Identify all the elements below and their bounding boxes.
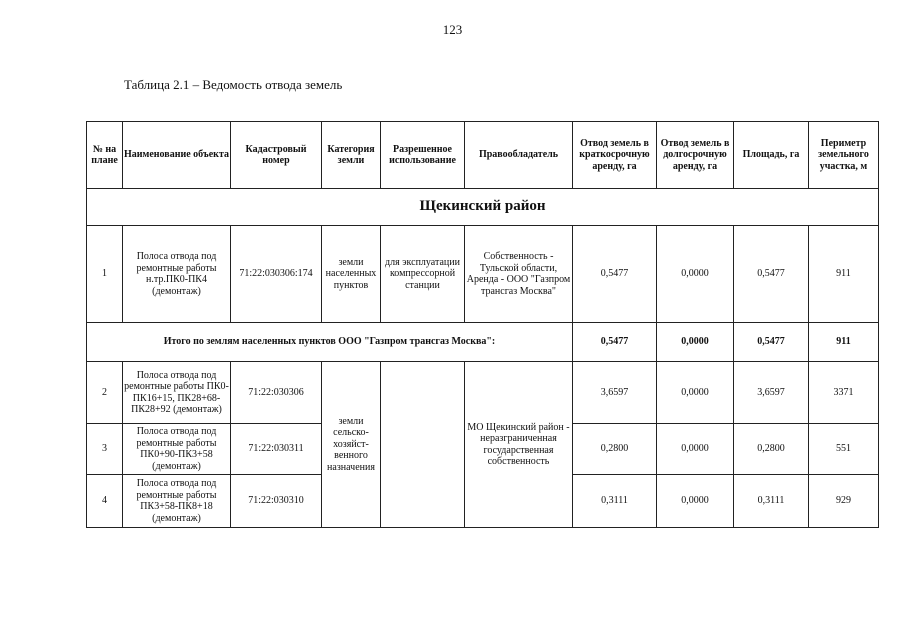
cadastral-number: 71:22:030306 xyxy=(231,362,322,424)
total-row xyxy=(87,323,879,362)
row-number: 3 xyxy=(87,424,123,475)
short-lease-value: 0,2800 xyxy=(573,424,657,475)
total-label: Итого по землям населенных пунктов ООО "Газпром трансгаз Москва": xyxy=(87,323,573,362)
land-category: земли сельско-хозяйст-венного назначения xyxy=(322,362,381,528)
cadastral-number: 71:22:030311 xyxy=(231,424,322,475)
col-header-short-lease: Отвод земель в краткосрочную аренду, га xyxy=(573,122,657,189)
col-header-long-lease: Отвод земель в долгосрочную аренду, га xyxy=(657,122,734,189)
total-short-lease: 0,5477 xyxy=(573,323,657,362)
perimeter-value: 3371 xyxy=(809,362,879,424)
long-lease-value: 0,0000 xyxy=(657,226,734,323)
permitted-use: для эксплуатации компрессорной станции xyxy=(381,226,465,323)
area-value: 0,3111 xyxy=(734,475,809,528)
row-number: 2 xyxy=(87,362,123,424)
cadastral-number: 71:22:030310 xyxy=(231,475,322,528)
col-header-permitted-use: Разрешенное использование xyxy=(381,122,465,189)
short-lease-value: 3,6597 xyxy=(573,362,657,424)
short-lease-value: 0,5477 xyxy=(573,226,657,323)
perimeter-value: 551 xyxy=(809,424,879,475)
area-value: 3,6597 xyxy=(734,362,809,424)
total-long-lease: 0,0000 xyxy=(657,323,734,362)
object-name: Полоса отвода под ремонтные работы н.тр.ПК0-ПК4 (демонтаж) xyxy=(123,226,231,323)
total-area: 0,5477 xyxy=(734,323,809,362)
district-row xyxy=(87,189,879,226)
table-row xyxy=(87,226,879,323)
short-lease-value: 0,3111 xyxy=(573,475,657,528)
perimeter-value: 929 xyxy=(809,475,879,528)
row-number: 4 xyxy=(87,475,123,528)
col-header-area: Площадь, га xyxy=(734,122,809,189)
cadastral-number: 71:22:030306:174 xyxy=(231,226,322,323)
object-name: Полоса отвода под ремонтные работы ПК0-ПК16+15, ПК28+68-ПК28+92 (демонтаж) xyxy=(123,362,231,424)
permitted-use xyxy=(381,362,465,528)
land-category: земли населенных пунктов xyxy=(322,226,381,323)
perimeter-value: 911 xyxy=(809,226,879,323)
table-header-row xyxy=(87,122,879,189)
object-name: Полоса отвода под ремонтные работы ПК3+58-ПК8+18 (демонтаж) xyxy=(123,475,231,528)
col-header-name: Наименование объекта xyxy=(123,122,231,189)
district-title: Щекинский район xyxy=(87,189,879,226)
owner: Собственность - Тульской области, Аренда - ООО "Газпром трансгаз Москва" xyxy=(465,226,573,323)
col-header-category: Категория земли xyxy=(322,122,381,189)
owner: МО Щекинский район - неразграниченная государственная собственность xyxy=(465,362,573,528)
page-number: 123 xyxy=(442,22,463,37)
long-lease-value: 0,0000 xyxy=(657,362,734,424)
table-caption: Таблица 2.1 – Ведомость отвода земель xyxy=(124,77,343,92)
col-header-perimeter: Периметр земельного участка, м xyxy=(809,122,879,189)
col-header-cadastral: Кадастровый номер xyxy=(231,122,322,189)
row-number: 1 xyxy=(87,226,123,323)
long-lease-value: 0,0000 xyxy=(657,424,734,475)
long-lease-value: 0,0000 xyxy=(657,475,734,528)
col-header-number: № на плане xyxy=(87,122,123,189)
col-header-owner: Правообладатель xyxy=(465,122,573,189)
total-perimeter: 911 xyxy=(809,323,879,362)
land-allocation-table xyxy=(86,121,879,528)
area-value: 0,2800 xyxy=(734,424,809,475)
area-value: 0,5477 xyxy=(734,226,809,323)
table-row xyxy=(87,362,879,424)
object-name: Полоса отвода под ремонтные работы ПК0+90-ПК3+58 (демонтаж) xyxy=(123,424,231,475)
